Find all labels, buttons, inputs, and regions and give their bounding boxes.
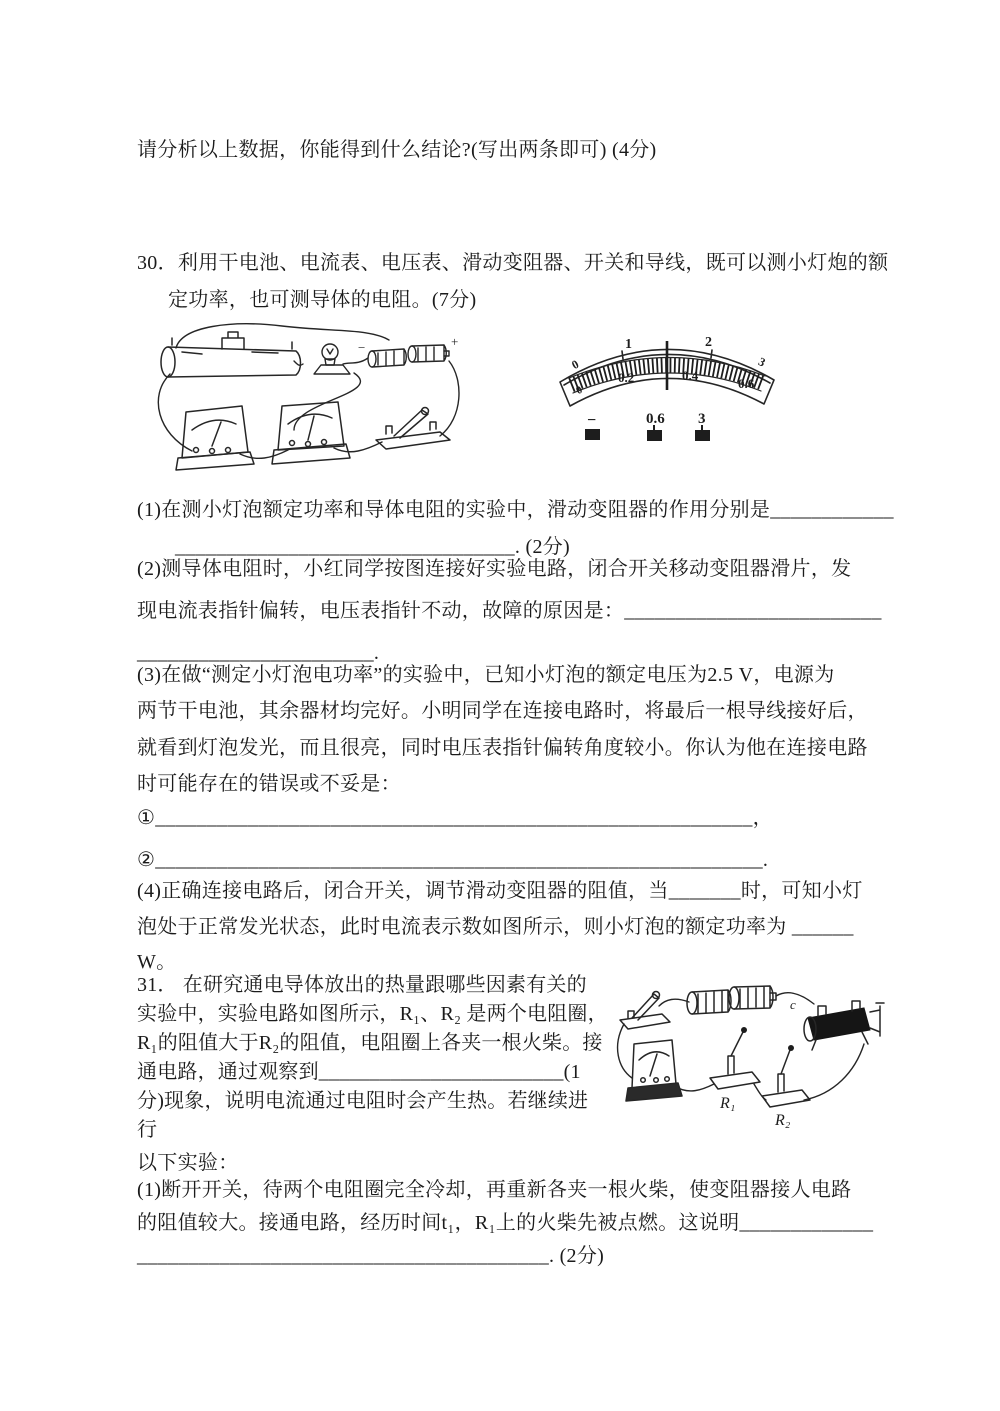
ammeter-sketch	[626, 1040, 682, 1101]
r1-label: R₁	[720, 1095, 736, 1112]
switch-sketch	[376, 408, 450, 450]
intro-question-text: 请分析以上数据，你能得到什么结论?(写出两条即可) (4分)	[137, 139, 657, 161]
q30-sub3-line1: (3)在做“测定小灯泡电功率”的实验中，已知小灯泡的额定电压为2.5 V，电源为	[137, 664, 835, 686]
terminal-post	[585, 429, 600, 440]
voltmeter-sketch	[176, 406, 254, 470]
battery-sketch	[687, 986, 776, 1014]
terminal-06-label: 0.6	[646, 411, 665, 427]
resistor-r2-sketch	[762, 1045, 810, 1128]
dial-inner-02: 0.2	[618, 370, 635, 385]
q30-sub3-line4: 时可能存在的错误或不妥是：	[137, 773, 401, 795]
match-head	[788, 1045, 794, 1051]
q30-sub4-line2: 泡处于正常发光状态，此时电流表示数如图所示，则小灯泡的额定功率为 ______	[137, 916, 854, 938]
match-head	[741, 1027, 747, 1033]
circuit-photo-figure	[142, 318, 464, 472]
dial-inner-04: 0.4	[682, 368, 699, 383]
q30-sub2-line2: 现电流表指针偏转，电压表指针不动，故障的原因是：_________________________	[137, 600, 882, 622]
q31-line1: 31． 在研究通电导体放出的热量跟哪些因素有关的	[137, 974, 587, 996]
q31-line5: 分)现象，说明电流通过电阻时会产生热。若继续进	[137, 1090, 589, 1112]
q30-sub3-line3: 就看到灯泡发光，而且很亮，同时电压表指针偏转角度较小。你认为他在连接电路	[137, 737, 868, 759]
q30-sub2-line3: _______________________.	[137, 642, 380, 664]
terminal-3-label: 3	[698, 411, 706, 427]
dial-inner-0: 0	[574, 383, 585, 398]
q31-line6: 行	[137, 1119, 158, 1141]
dial-inner-06: 0.6	[738, 376, 755, 391]
resistor-r1-sketch	[710, 1027, 760, 1112]
terminal-post	[647, 430, 662, 441]
ammeter-sketch	[272, 402, 350, 464]
q31-line2: 实验中，实验电路如图所示，R₁、R₂ 是两个电阻圈，	[137, 1003, 608, 1025]
q30-sub4-line1: (4)正确连接电路后，闭合开关，调节滑动变阻器的阻值，当_______时，可知小灯	[137, 880, 863, 902]
battery-sketch	[368, 345, 449, 367]
battery-minus-label: −	[358, 340, 366, 355]
q31-sub1-line2: 的阻值较大。接通电路，经历时间t₁，R₁上的火柴先被点燃。这说明_____________	[137, 1212, 874, 1234]
q30-stem-line2: 定功率，也可测导体的电阻。(7分)	[168, 289, 477, 311]
q31-circuit-figure	[612, 976, 892, 1128]
dial-outer-2: 2	[705, 335, 712, 350]
q31-below-text: 以下实验：	[137, 1152, 239, 1174]
dial-outer-1: 1	[625, 337, 632, 352]
q30-stem-line1: 30．利用干电池、电流表、电压表、滑动变阻器、开关和导线，既可以测小灯炮的额	[137, 252, 889, 274]
rheostat-c-label: c	[790, 997, 796, 1012]
r2-label: R₂	[775, 1112, 791, 1128]
dial-outer-0: 0	[569, 356, 582, 373]
q30-sub1-line2: _________________________________. (2分)	[175, 536, 571, 558]
q31-line4: 通电路，通过观察到________________________(1	[137, 1061, 581, 1083]
bulb-sketch	[314, 344, 350, 374]
switch-sketch	[620, 992, 670, 1030]
terminal-post	[695, 430, 710, 441]
q30-sub1-line1: (1)在测小灯泡额定功率和导体电阻的实验中，滑动变阻器的作用分别是____________	[137, 499, 894, 521]
q30-sub4-line3: W。	[137, 951, 177, 973]
q30-answer-blank-2: ②___________________________________________________________.	[137, 849, 769, 871]
rheostat-sketch	[790, 997, 884, 1050]
dial-terminals	[585, 411, 710, 441]
q30-answer-blank-1: ①__________________________________________________________，	[137, 807, 773, 829]
dial-outer-3: 3	[756, 354, 768, 370]
terminal-minus-label: −	[587, 412, 597, 429]
q31-sub1-line3: ________________________________________. (2分)	[137, 1245, 605, 1267]
q31-line3: R₁的阻值大于R₂的阻值，电阻圈上各夹一根火柴。接	[137, 1032, 603, 1054]
battery-plus-label: +	[451, 334, 459, 349]
ammeter-dial-figure	[556, 326, 778, 454]
q30-sub2-line1: (2)测导体电阻时，小红同学按图连接好实验电路，闭合开关移动变阻器滑片，发	[137, 558, 852, 580]
q30-sub3-line2: 两节干电池，其余器材均完好。小明同学在连接电路时，将最后一根导线接好后，	[137, 700, 868, 722]
q31-sub1-line1: (1)断开开关，待两个电阻圈完全冷却，再重新各夹一根火柴，使变阻器接人电路	[137, 1179, 852, 1201]
